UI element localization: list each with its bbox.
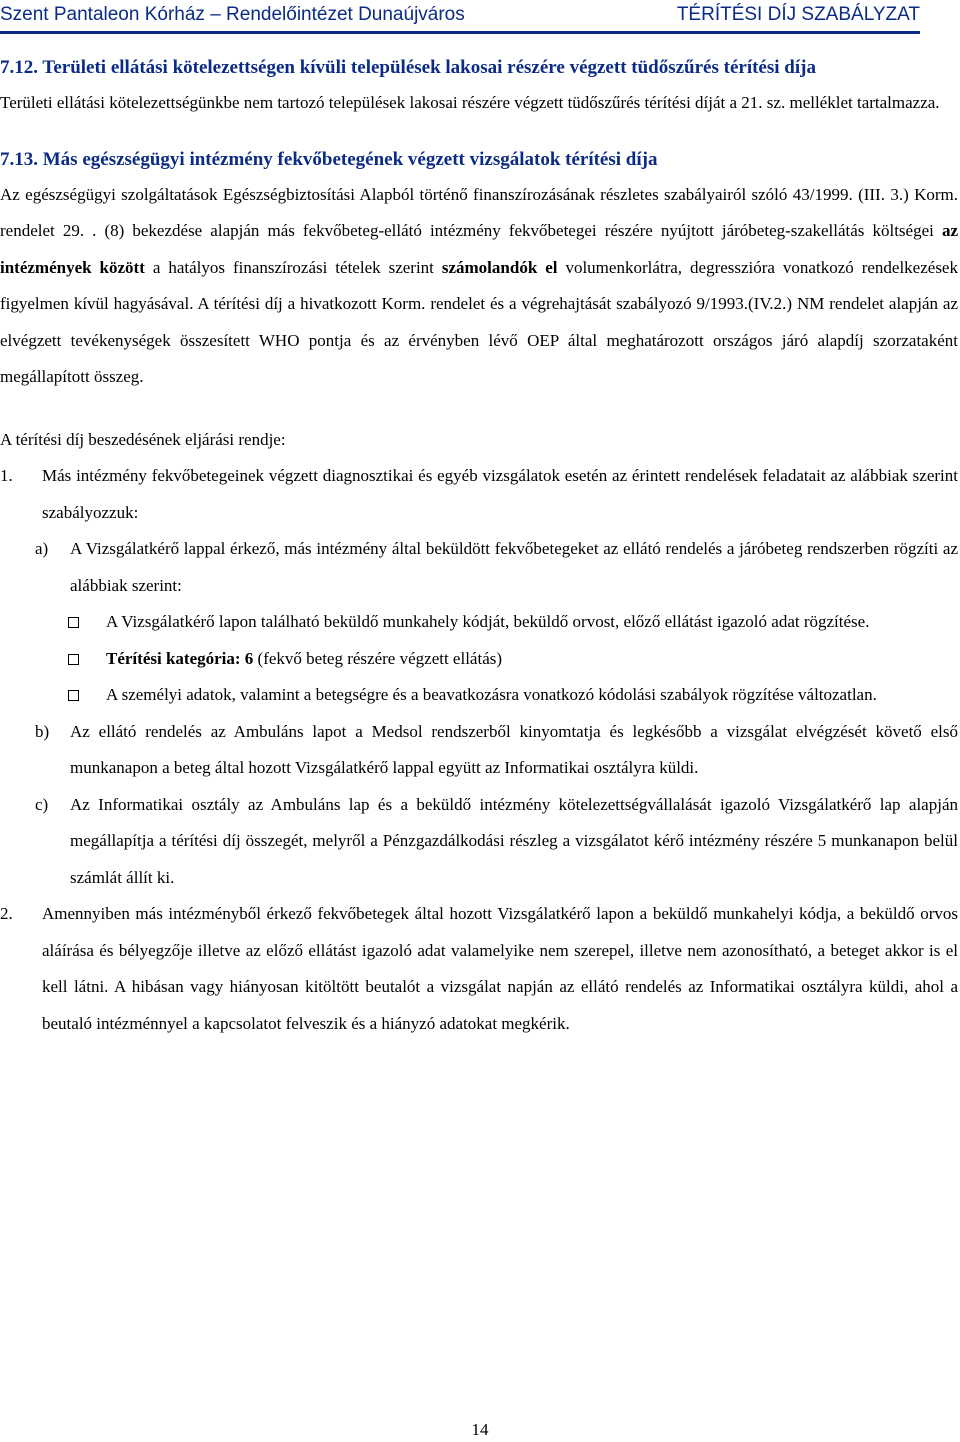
page-number: 14 [471, 1420, 489, 1439]
bold-phrase: számolandók el [441, 257, 558, 277]
section-7-12-body: Területi ellátási kötelezettségünkbe nem tartozó települések lakosai részére végzett tüdőszűrés térítési díját a 21. sz. melléklet tartalmazza. [0, 93, 940, 112]
header-rule [0, 31, 920, 34]
section-7-13-title: 7.13. Más egészségügyi intézmény fekvőbetegének végzett vizsgálatok térítési díja [0, 148, 658, 170]
list-item-a [0, 531, 958, 604]
bullet-item [0, 641, 958, 678]
bullet-item [0, 604, 958, 641]
square-bullet-icon [68, 617, 79, 628]
list-marker: b) [35, 721, 50, 741]
header-document-title: TÉRÍTÉSI DÍJ SZABÁLYZAT [676, 4, 920, 25]
list-item-1 [0, 458, 958, 531]
section-7-13-body: Az egészségügyi szolgáltatások Egészségbiztosítási Alapból történő finanszírozásának részletes szabályairól szóló 43/1999. (III. 3.) Korm. rendelet 29. . (8) bekezdése alapján más fekvőbeteg-ellátó intézmény fekvőbetegei részére nyújtott járóbeteg-szakellátás költségei az intézmények között a hatályos finanszírozási tételek szerint számolandók el volumenkorlátra, degresszióra vonatkozó rendelkezések figyelmen kívül hagyásával. A térítési díj a hivatkozott Korm. rendelet és a végrehajtását szabályozó 9/1993.(IV.2.) NM rendelet alapján az elvégzett tevékenységek összesített WHO pontja és az érvényben lévő OEP által meghatározott országos járó alapdíj szorzataként megállapított összeg. [0, 184, 958, 386]
procedure-intro: A térítési díj beszedésének eljárási rendje: [0, 429, 286, 449]
list-item-c [0, 787, 958, 897]
bold-phrase: az intézmények között [0, 221, 958, 277]
list-marker: 1. [0, 466, 13, 485]
square-bullet-icon [68, 654, 79, 665]
bullet-text: A személyi adatok, valamint a betegségre és a beavatkozásra vonatkozó kódolási szabályok rögzítése változatlan. [106, 685, 877, 704]
list-item-2 [0, 896, 958, 1042]
document-body [0, 50, 958, 1042]
list-item-text: Amennyiben más intézményből érkező fekvőbetegek által hozott Vizsgálatkérő lapon a beküldő munkahelyi kódja, a beküldő orvos aláírása és bélyegzője illetve az előző ellátást igazoló adat valamelyike nem szerepel, illetve nem azonosítható, a beteget akkor is el kell látni. A hibásan vagy hiányosan kitöltött beutalót a vizsgálat napján az ellátó rendelés az Informatikai osztályra küldi, ahol a beutaló intézménnyel a kapcsolatot felveszik és a hiányzó adatokat megkérik. [42, 904, 958, 1033]
list-marker: c) [35, 794, 49, 814]
square-bullet-icon [68, 690, 79, 701]
list-item-text: Más intézmény fekvőbetegeinek végzett diagnosztikai és egyéb vizsgálatok esetén az érintett rendelések feladatait az alábbiak szerint szabályozzuk: [42, 466, 958, 522]
section-7-12-title: 7.12. Területi ellátási kötelezettségen kívüli települések lakosai részére végzett tüdőszűrés térítési díja [0, 57, 816, 78]
list-marker: a) [35, 539, 49, 558]
bullet-item [0, 677, 958, 714]
list-item-b [0, 714, 958, 787]
header-institution: Szent Pantaleon Kórház – Rendelőintézet Dunaújváros [0, 4, 465, 25]
list-item-text: Az ellátó rendelés az Ambuláns lapot a Medsol rendszerből kinyomtatja és legkésőbb a vizsgálat elvégzését követő első munkanapon a beteg által hozott Vizsgálatkérő lappal együtt az Informatikai osztályra küldi. [70, 721, 958, 777]
page-header [0, 0, 960, 36]
bullet-text: Térítési kategória: 6 (fekvő beteg részére végzett ellátás) [106, 648, 503, 668]
list-item-text: Az Informatikai osztály az Ambuláns lap és a beküldő intézmény kötelezettségvállalását igazoló Vizsgálatkérő lap alapján megállapítja a térítési díj összegét, melyről a Pénzgazdálkodási részleg a vizsgálatot kérő intézmény részére 5 munkanapon belül számlát állít ki. [70, 794, 958, 887]
list-item-text: A Vizsgálatkérő lappal érkező, más intézmény által beküldött fekvőbetegeket az ellátó rendelés a járóbeteg rendszerben rögzíti az alábbiak szerint: [70, 539, 958, 595]
list-marker: 2. [0, 904, 13, 923]
bullet-text: A Vizsgálatkérő lapon található beküldő munkahely kódját, beküldő orvost, előző ellátást igazoló adat rögzítése. [106, 612, 870, 631]
